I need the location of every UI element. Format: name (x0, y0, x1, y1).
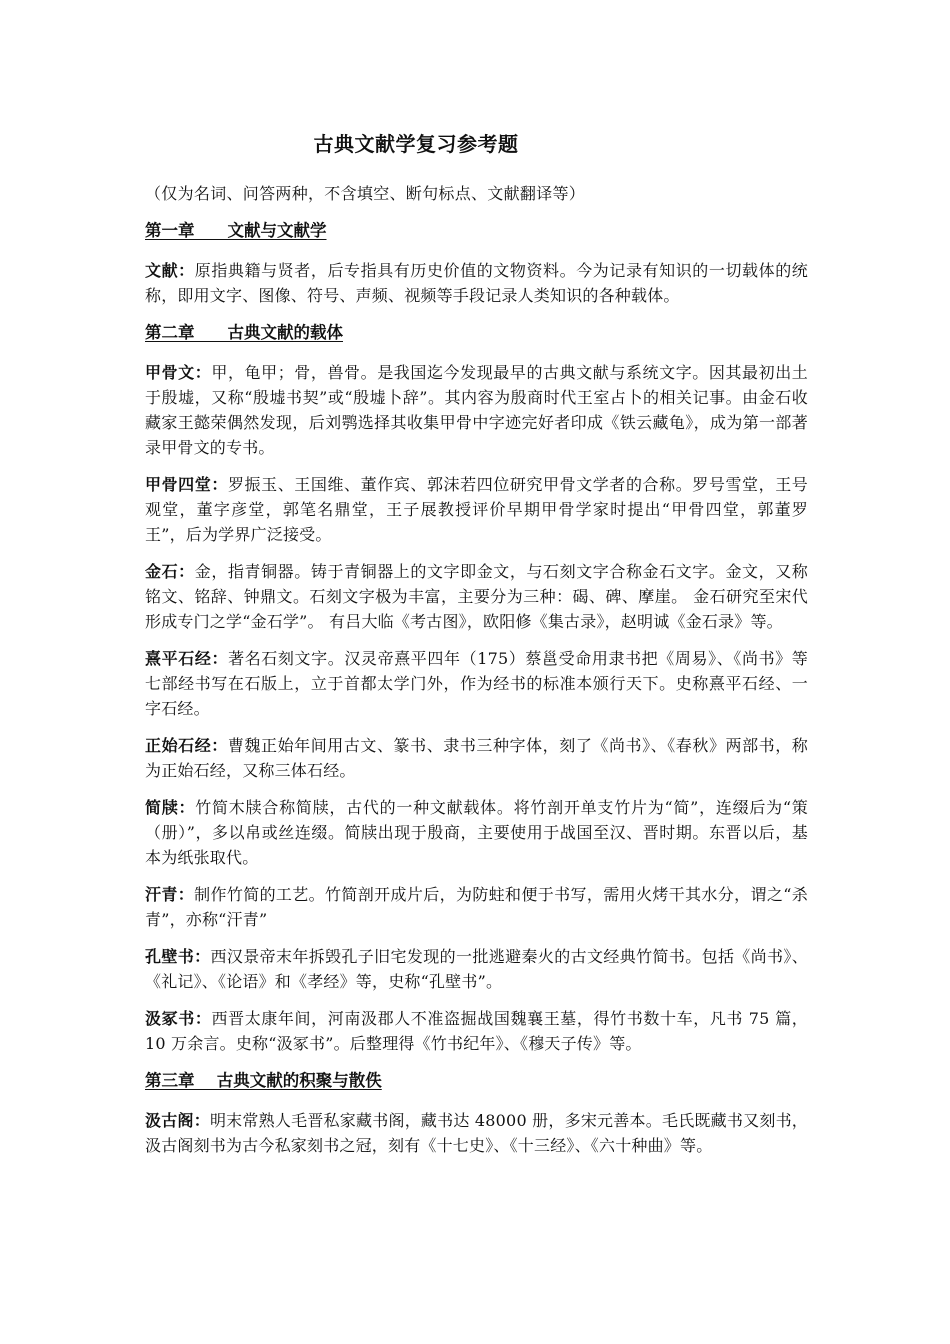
entry-jiandu (145, 795, 808, 870)
entry-colon: ： (211, 475, 228, 494)
entry-text: 竹简木牍合称简牍，古代的一种文献载体。将竹剖开单支竹片为“简”，连缀后为“策（册）”，多以帛或丝连缀。简牍出现于殷商，主要使用于战国至汉、晋时期。东晋以后，基本为纸张取代。 (145, 798, 809, 867)
entry-jizhongshu (145, 1006, 808, 1056)
document-body (145, 218, 808, 1170)
entry-text: 罗振玉、王国维、董作宾、郭沫若四位研究甲骨文学者的合称。罗号雪堂，王号观堂，董字彦堂，郭笔名鼎堂，王子展教授评价早期甲骨学家时提出“甲骨四堂，郭董罗王”，后为学界广泛接受。 (145, 475, 808, 544)
entry-hanqing (145, 882, 808, 932)
entry-colon: ： (194, 947, 211, 966)
entry-colon: ： (211, 649, 229, 668)
entry-term: 汗青 (145, 885, 178, 904)
entry-text: 西晋太康年间，河南汲郡人不准盗掘战国魏襄王墓，得竹书数十车，凡书 75 篇，10 万余言。史称“汲冢书”。后整理得《竹书纪年》、《穆天子传》等。 (145, 1009, 809, 1053)
entry-kongbishu (145, 944, 808, 994)
entry-text: 制作竹简的工艺。竹简剖开成片后，为防蛀和便于书写，需用火烤干其水分，谓之“杀青”，亦称“汗青” (145, 885, 809, 929)
entry-text: 甲，龟甲；骨，兽骨。是我国迄今发现最早的古典文献与系统文字。因其最初出土于殷墟，又称“殷墟书契”或“殷墟卜辞”。其内容为殷商时代王室占卜的相关记事。由金石收藏家王懿荣偶然发现，后刘鹗选择其收集甲骨中字迹完好者印成《铁云藏龟》，成为第一部著录甲骨文的专书。 (145, 363, 809, 457)
entry-term: 孔壁书 (145, 947, 195, 966)
document-subtitle: （仅为名词、问答两种，不含填空、断句标点、文献翻译等） (145, 184, 586, 203)
entry-text: 金，指青铜器。铸于青铜器上的文字即金文，与石刻文字合称金石文字。金文，又称铭文、铭辞、钟鼎文。石刻文字极为丰富，主要分为三种：碣、碑、摩崖。 金石研究至宋代形成专门之学“金石学”。 有吕大临《考古图》，欧阳修《集古录》，赵明诚《金石录》等。 (145, 562, 808, 631)
entry-term: 甲骨文 (145, 363, 195, 382)
entry-text: 明末常熟人毛晋私家藏书阁，藏书达 48000 册，多宋元善本。毛氏既藏书又刻书，汲古阁刻书为古今私家刻书之冠，刻有《十七史》、《十三经》、《六十种曲》等。 (145, 1111, 809, 1155)
entry-colon: ： (194, 1009, 212, 1028)
entry-colon: ： (194, 363, 212, 382)
entry-colon: ： (178, 798, 196, 817)
document-title: 古典文献学复习参考题 (313, 132, 519, 156)
entry-jiaguwen (145, 360, 808, 460)
entry-wenxian (145, 258, 808, 308)
entry-term: 正始石经 (145, 736, 212, 755)
entry-colon: ： (178, 562, 195, 581)
entry-xiping-shijing (145, 646, 808, 721)
entry-term: 甲骨四堂 (145, 475, 212, 494)
entry-colon: ： (177, 885, 195, 904)
entry-term: 金石 (145, 562, 179, 581)
entry-zhengshi-shijing (145, 733, 808, 783)
chapter-3-heading: 第三章 古典文献的积聚与散佚 (145, 1071, 382, 1090)
entry-text: 曹魏正始年间用古文、篆书、隶书三种字体，刻了《尚书》、《春秋》两部书，称为正始石经，又称三体石经。 (145, 736, 808, 780)
entry-text: 原指典籍与贤者，后专指具有历史价值的文物资料。今为记录有知识的一切载体的统称，即用文字、图像、符号、声频、视频等手段记录人类知识的各种载体。 (145, 261, 808, 305)
entry-colon: ： (178, 261, 195, 280)
entry-text: 著名石刻文字。汉灵帝熹平四年（175）蔡邕受命用隶书把《周易》、《尚书》等七部经书写在石版上，立于首都太学门外，作为经书的标准本颁行天下。史称熹平石经、一字石经。 (145, 649, 808, 718)
entry-text: 西汉景帝末年拆毁孔子旧宅发现的一批逃避秦火的古文经典竹简书。包括《尚书》、《礼记》、《论语》和《孝经》等，史称“孔壁书”。 (145, 947, 808, 991)
entry-term: 文献 (145, 261, 179, 280)
entry-jiguge (145, 1108, 808, 1158)
entry-jiagu-sitang (145, 472, 808, 547)
entry-colon: ： (211, 736, 228, 755)
entry-term: 汲冢书 (145, 1009, 195, 1028)
chapter-2-heading: 第二章 古典文献的载体 (145, 323, 343, 342)
entry-jinshi (145, 559, 808, 634)
entry-colon: ： (193, 1111, 210, 1130)
entry-term: 熹平石经 (145, 649, 212, 668)
entry-term: 简牍 (145, 798, 179, 817)
entry-term: 汲古阁 (145, 1111, 194, 1130)
chapter-1-heading: 第一章 文献与文献学 (145, 221, 327, 240)
